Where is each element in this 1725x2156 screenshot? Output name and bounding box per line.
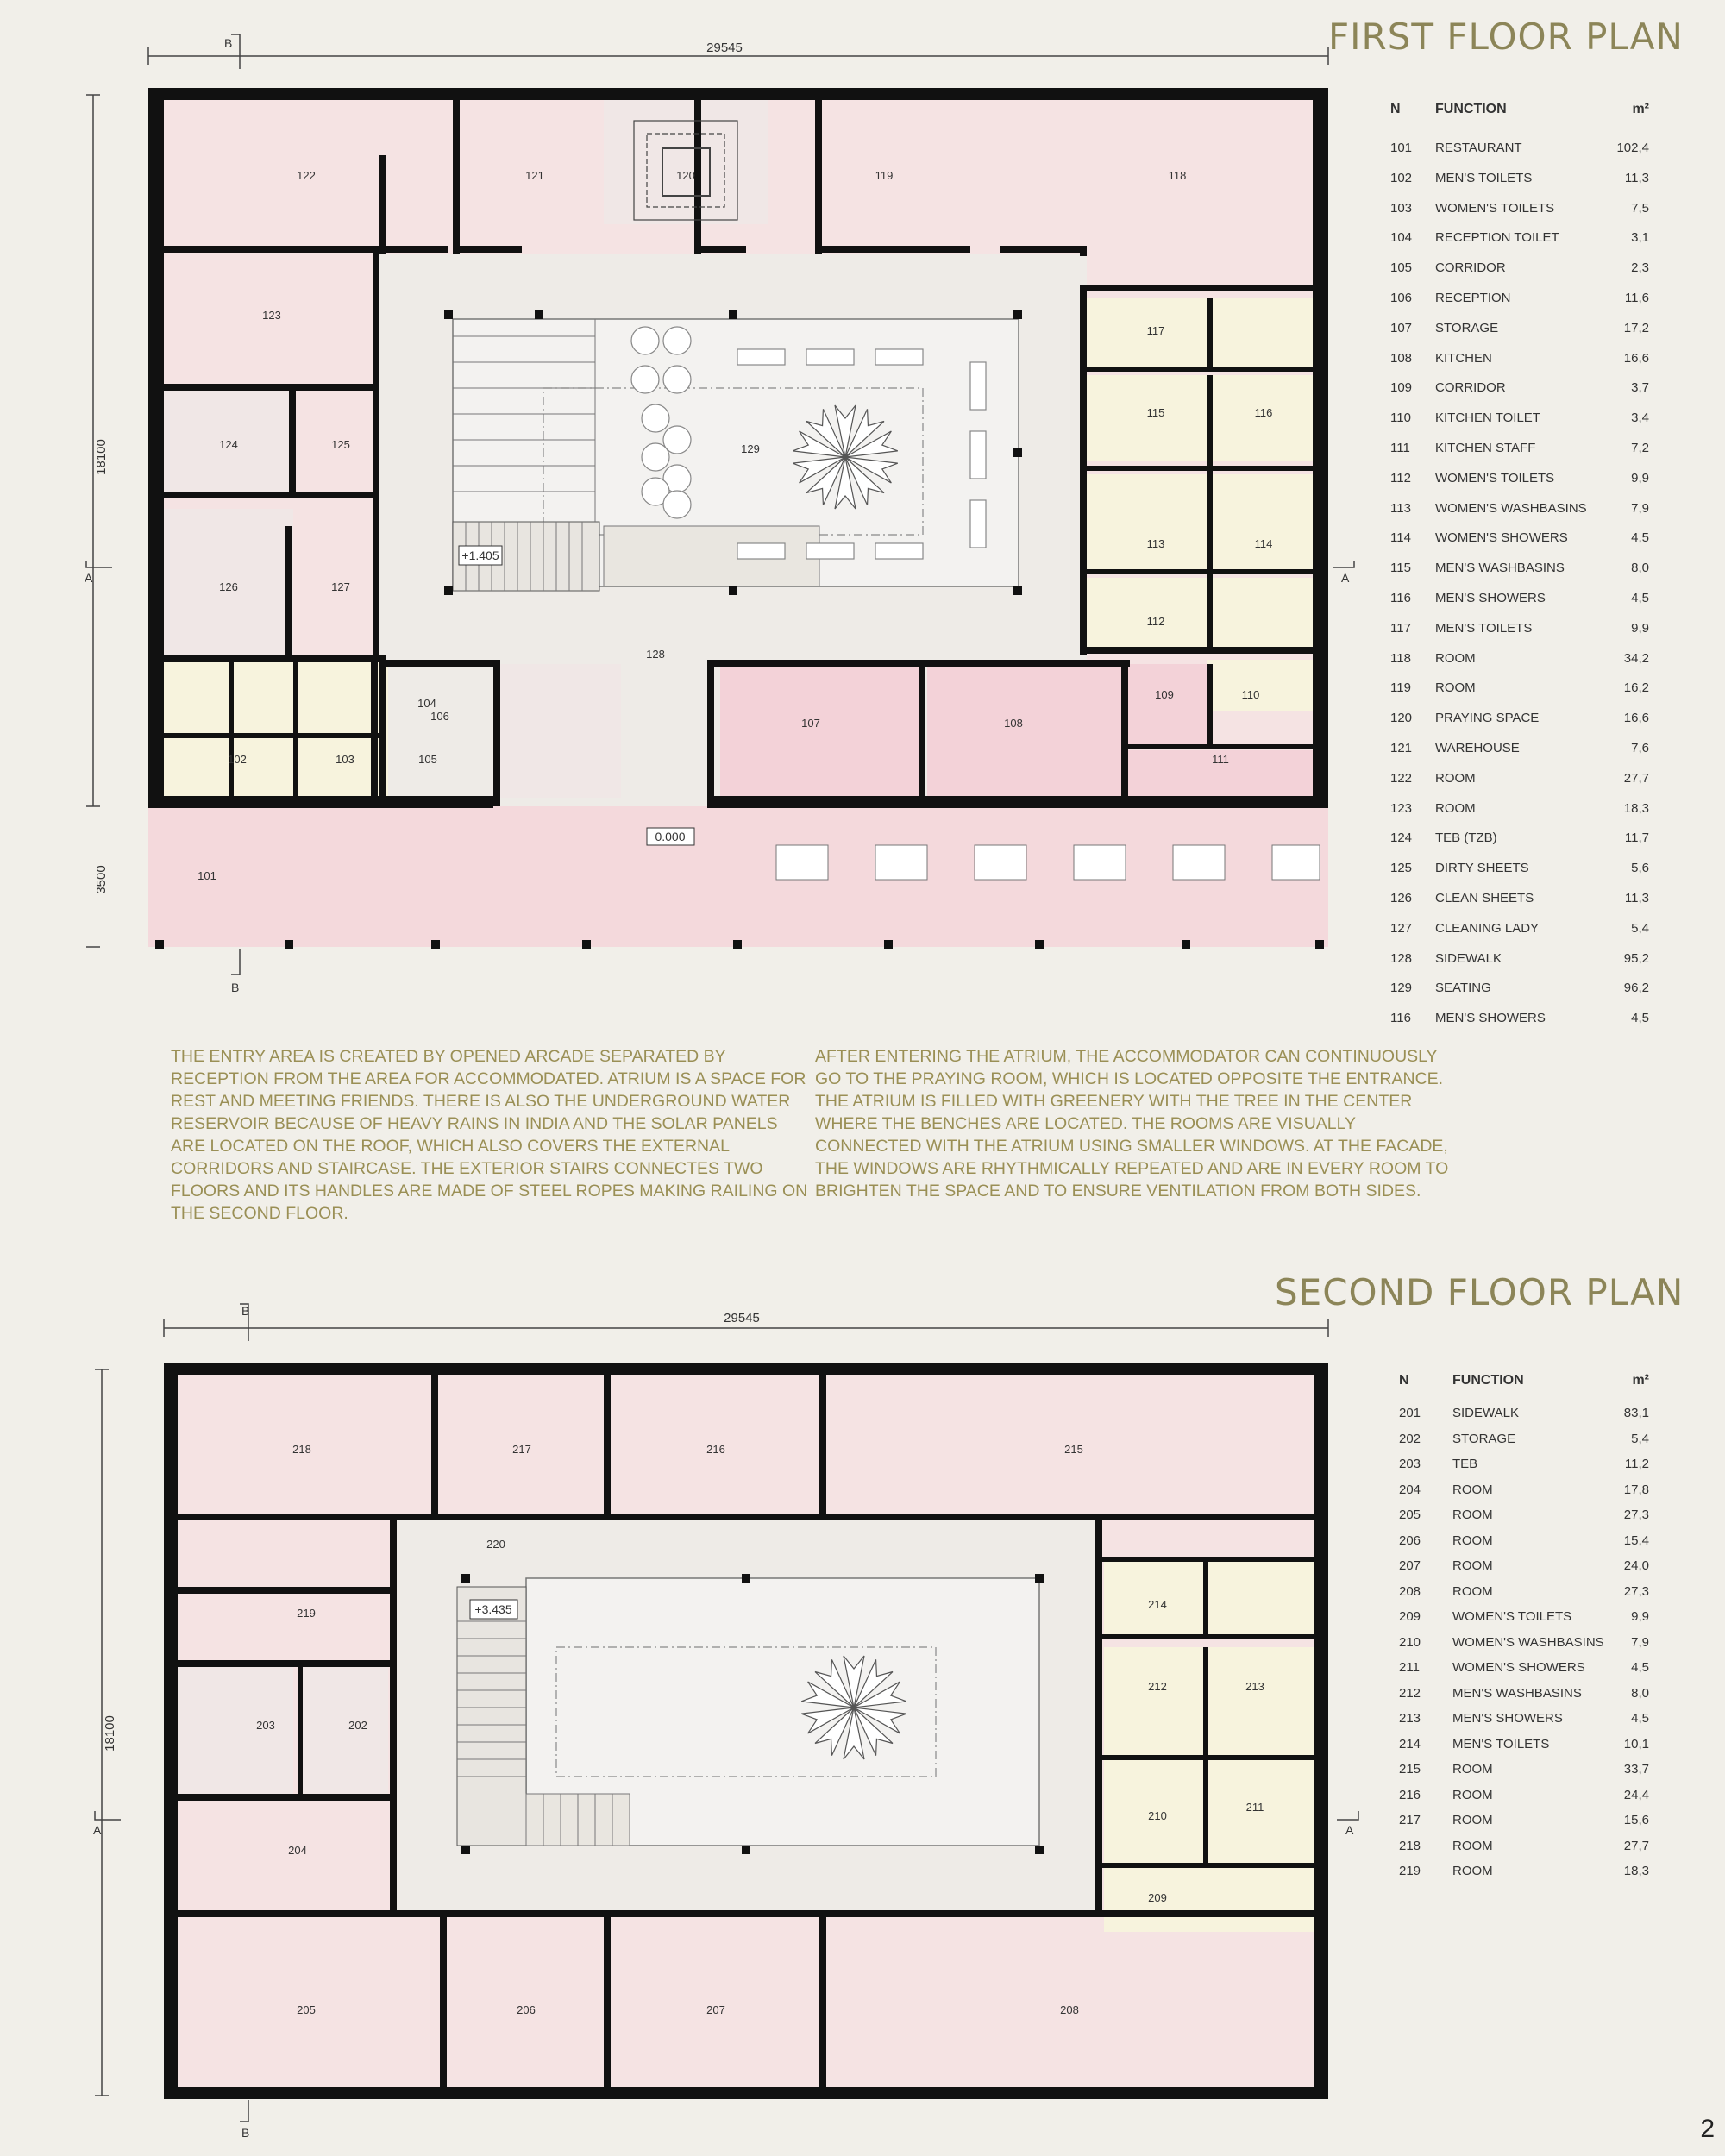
ff-table-row-function: SIDEWALK: [1435, 950, 1502, 966]
ff-table-row-function: STORAGE: [1435, 320, 1499, 335]
ff-room-106: 106: [430, 710, 449, 723]
sf-table-row-number: 211: [1399, 1660, 1420, 1675]
ff-table-row-number: 102: [1390, 170, 1413, 185]
ff-table-row-area: 11,6: [1624, 291, 1649, 305]
ff-table-row-area: 3,1: [1631, 230, 1649, 246]
ff-room-110: 110: [1241, 688, 1260, 701]
ff-table-row-area: 27,7: [1623, 770, 1649, 786]
sf-table-row-area: 18,3: [1623, 1864, 1649, 1878]
ff-table-row-number: 124: [1390, 830, 1413, 846]
sf-table-row-function: STORAGE: [1452, 1431, 1516, 1446]
sf-table-row-function: ROOM: [1452, 1532, 1493, 1548]
sf-room-206: 206: [517, 2003, 536, 2016]
ff-table-row-number: 112: [1390, 470, 1411, 486]
ff-table-row-area: 11,3: [1624, 891, 1649, 906]
ff-room-127: 127: [331, 580, 350, 593]
ff-table-row-area: 95,2: [1623, 950, 1649, 966]
sf-table-row-number: 216: [1399, 1787, 1421, 1802]
sf-table-row-function: TEB: [1452, 1457, 1478, 1471]
sf-table-row-function: ROOM: [1452, 1507, 1493, 1522]
ff-table-row-function: KITCHEN: [1435, 350, 1492, 366]
sf-table-row-area: 27,3: [1623, 1583, 1649, 1599]
ff-room-101: 101: [198, 869, 216, 882]
sf-room-211: 211: [1245, 1801, 1264, 1814]
sf-table-row-number: 204: [1399, 1482, 1421, 1497]
second-floor-room-table: [1399, 1373, 1675, 1890]
sf-room-216: 216: [706, 1443, 725, 1456]
ff-table-row-area: 9,9: [1631, 470, 1649, 486]
sf-dim-width: 29545: [724, 1311, 760, 1326]
ff-table-row-number: 115: [1390, 561, 1411, 576]
ff-table-row-area: 7,5: [1631, 200, 1649, 216]
ff-table-row-function: KITCHEN TOILET: [1435, 411, 1540, 426]
ff-table-row-number: 110: [1390, 411, 1411, 426]
ff-table-row-number: 107: [1390, 320, 1413, 335]
ff-table-row-number: 123: [1390, 800, 1413, 816]
ff-dim-width: 29545: [706, 41, 743, 55]
sf-section-a-left: A: [93, 1823, 102, 1837]
sf-table-row-function: WOMEN'S TOILETS: [1452, 1609, 1572, 1624]
sf-table-row-area: 8,0: [1631, 1685, 1649, 1701]
ff-room-128: 128: [646, 648, 665, 661]
sf-table-row-area: 10,1: [1623, 1736, 1649, 1752]
ff-room-108: 108: [1004, 717, 1023, 730]
ff-table-row-area: 16,6: [1623, 350, 1649, 366]
ff-table-row-function: WOMEN'S WASHBASINS: [1435, 500, 1587, 516]
ff-table-row-function: WOMEN'S TOILETS: [1435, 470, 1555, 486]
arcade-area: [148, 806, 1328, 947]
ff-table-row-area: 4,5: [1631, 530, 1649, 546]
ff-table-row-function: RECEPTION TOILET: [1435, 230, 1559, 246]
sf-table-row-area: 5,4: [1631, 1431, 1649, 1446]
sf-table-row-area: 27,3: [1623, 1507, 1649, 1522]
ff-table-row-number: 109: [1390, 380, 1413, 396]
sf-table-row-number: 213: [1399, 1711, 1421, 1726]
ff-room-107: 107: [801, 717, 820, 730]
ff-table-row-function: WOMEN'S SHOWERS: [1435, 530, 1568, 546]
ff-table-header-n: N: [1390, 102, 1401, 116]
ff-table-header-area: m²: [1632, 102, 1649, 116]
ff-level-stair: +1.405: [461, 548, 499, 562]
sf-table-row-function: SIDEWALK: [1452, 1406, 1519, 1420]
ff-table-row-function: SEATING: [1435, 981, 1491, 996]
ff-table-row-area: 5,6: [1631, 861, 1649, 876]
sf-room-209: 209: [1148, 1891, 1167, 1904]
ff-room-123: 123: [262, 309, 281, 322]
ff-room-116: 116: [1254, 406, 1273, 419]
ff-table-row-function: ROOM: [1435, 800, 1476, 816]
sf-section-a-right: A: [1346, 1823, 1354, 1837]
ff-table-row-function: ROOM: [1435, 770, 1476, 786]
sf-table-row-function: MEN'S WASHBASINS: [1452, 1685, 1582, 1701]
sf-table-row-function: MEN'S TOILETS: [1452, 1736, 1550, 1752]
ff-table-row-function: MEN'S SHOWERS: [1435, 591, 1546, 605]
ff-table-row-function: MEN'S WASHBASINS: [1435, 561, 1565, 576]
ff-room-126: 126: [219, 580, 238, 593]
sf-table-row-area: 24,4: [1623, 1787, 1649, 1802]
ff-room-105: 105: [418, 753, 437, 766]
first-floor-title: FIRST FLOOR PLAN: [1328, 16, 1684, 58]
description-left: THE ENTRY AREA IS CREATED BY OPENED ARCADE SEPARATED BY RECEPTION FROM THE AREA FOR ACCOMMODATED. ATRIUM IS A SPACE FOR REST AND MEETING FRIENDS. THERE IS ALSO THE UNDERGROUND WATER RESERVOIR BECAUSE OF HEAVY RAINS IN INDIA AND THE SOLAR PANELS ARE LOCATED ON THE ROOF, WHICH ALSO COVERS THE EXTERNAL CORRIDORS AND STAIRCASE. THE EXTERIOR STAIRS CONNECTES TWO FLOORS AND ITS HANDLES ARE MADE OF STEEL ROPES MAKING RAILING ON THE SECOND FLOOR.: [171, 1047, 808, 1223]
ff-table-row-area: 5,4: [1631, 920, 1649, 936]
page-number: 2: [1700, 2115, 1715, 2143]
ff-table-row-function: ROOM: [1435, 680, 1476, 696]
ff-table-row-number: 118: [1390, 650, 1411, 666]
sf-table-row-number: 209: [1399, 1609, 1421, 1624]
ff-table-row-function: RESTAURANT: [1435, 141, 1522, 155]
sf-room-208: 208: [1060, 2003, 1079, 2016]
first-floor-room-table: [1390, 102, 1675, 1025]
ff-table-row-number: 122: [1390, 770, 1413, 786]
sf-table-row-function: WOMEN'S WASHBASINS: [1452, 1634, 1604, 1650]
sf-table-row-function: MEN'S SHOWERS: [1452, 1711, 1563, 1726]
second-floor-title: SECOND FLOOR PLAN: [1275, 1271, 1684, 1313]
ff-table-row-number: 116: [1390, 591, 1411, 605]
sf-table-row-number: 202: [1399, 1431, 1421, 1446]
sf-table-row-number: 214: [1399, 1736, 1421, 1752]
sf-room-204: 204: [288, 1844, 307, 1857]
ff-table-row-area: 18,3: [1623, 800, 1649, 816]
ff-table-row-number: 125: [1390, 861, 1413, 876]
ff-room-117: 117: [1146, 324, 1165, 337]
ff-room-118: 118: [1168, 169, 1187, 182]
sf-level-stair: +3.435: [474, 1602, 512, 1616]
ff-room-112: 112: [1146, 615, 1165, 628]
sf-table-row-function: WOMEN'S SHOWERS: [1452, 1660, 1585, 1675]
ff-room-124: 124: [219, 438, 238, 451]
sf-room-215: 215: [1064, 1443, 1083, 1456]
sf-table-row-function: ROOM: [1452, 1558, 1493, 1573]
sf-table-row-area: 9,9: [1631, 1609, 1649, 1624]
sf-table-row-function: ROOM: [1452, 1583, 1493, 1599]
ff-table-row-area: 102,4: [1616, 141, 1649, 155]
ff-section-b-bottom: B: [231, 981, 240, 994]
sf-table-header-function: FUNCTION: [1452, 1373, 1524, 1388]
sf-table-row-function: ROOM: [1452, 1762, 1493, 1777]
ff-table-row-number: 129: [1390, 981, 1413, 996]
sf-table-row-area: 11,2: [1624, 1457, 1649, 1471]
ff-table-row-function: WAREHOUSE: [1435, 741, 1520, 755]
sf-room-207: 207: [706, 2003, 725, 2016]
ff-table-row-number: 120: [1390, 711, 1413, 726]
sf-table-row-area: 17,8: [1623, 1482, 1649, 1497]
sf-table-row-area: 24,0: [1623, 1558, 1649, 1573]
ff-section-a-left: A: [85, 571, 93, 585]
sf-table-row-number: 215: [1399, 1762, 1421, 1777]
ff-table-row-function: MEN'S TOILETS: [1435, 170, 1533, 185]
sf-table-row-number: 203: [1399, 1457, 1421, 1471]
ff-table-row-number: 104: [1390, 230, 1413, 246]
ff-room-121: 121: [525, 169, 544, 182]
ff-table-row-function: CLEANING LADY: [1435, 920, 1540, 936]
ff-table-row-number: 117: [1390, 620, 1411, 636]
ff-table-row-area: 2,3: [1631, 260, 1649, 276]
ff-table-row-number: 106: [1390, 291, 1413, 305]
ff-table-header-function: FUNCTION: [1435, 102, 1507, 116]
sf-section-b-top: B: [242, 1304, 250, 1318]
ff-table-row-function: RECEPTION: [1435, 291, 1511, 305]
ff-table-row-number: 108: [1390, 350, 1413, 366]
ff-room-111: 111: [1212, 753, 1229, 766]
ff-table-row-function: CORRIDOR: [1435, 380, 1506, 396]
ff-table-row-function: PRAYING SPACE: [1435, 711, 1540, 726]
sf-section-b-bottom: B: [242, 2126, 250, 2140]
ff-table-row-area: 7,6: [1631, 741, 1649, 755]
sf-table-row-number: 219: [1399, 1864, 1421, 1878]
sf-table-row-function: ROOM: [1452, 1838, 1493, 1853]
ff-table-row-area: 9,9: [1631, 620, 1649, 636]
sf-table-row-area: 27,7: [1623, 1838, 1649, 1853]
sf-table-row-number: 207: [1399, 1558, 1421, 1573]
ff-table-row-function: CORRIDOR: [1435, 260, 1506, 276]
ff-table-row-number: 121: [1390, 741, 1413, 755]
ff-table-row-area: 3,4: [1631, 411, 1649, 426]
ff-table-row-number: 128: [1390, 950, 1413, 966]
sf-room-202: 202: [348, 1719, 367, 1732]
ff-room-119: 119: [875, 169, 894, 182]
ff-table-row-area: 11,7: [1624, 830, 1649, 846]
ff-table-row-area: 3,7: [1631, 380, 1649, 396]
ff-table-row-function: ROOM: [1435, 650, 1476, 666]
stair-second: [457, 1587, 526, 1846]
ff-room-129: 129: [741, 442, 760, 455]
ff-table-row-number: 114: [1390, 530, 1411, 546]
sf-table-row-area: 15,6: [1623, 1813, 1649, 1827]
sf-table-row-number: 217: [1399, 1813, 1421, 1827]
sf-room-220: 220: [486, 1538, 505, 1551]
sf-room-212: 212: [1148, 1680, 1167, 1693]
ff-table-row-area: 7,2: [1631, 441, 1649, 455]
ff-level-ground: 0.000: [655, 830, 686, 843]
ff-table-row-area: 17,2: [1623, 320, 1649, 335]
ff-room-104: 104: [417, 697, 436, 710]
ff-table-row-area: 4,5: [1631, 1011, 1649, 1026]
sf-room-214: 214: [1148, 1598, 1167, 1611]
ff-table-row-area: 7,9: [1631, 500, 1649, 516]
sf-table-row-number: 205: [1399, 1507, 1421, 1522]
sf-table-row-area: 83,1: [1623, 1406, 1649, 1420]
ff-table-row-number: 113: [1390, 500, 1411, 516]
ff-table-row-function: TEB (TZB): [1435, 830, 1497, 846]
ff-section-a-right: A: [1341, 571, 1350, 585]
sf-table-row-number: 201: [1399, 1406, 1421, 1420]
first-floor-plan: [86, 26, 1432, 1026]
sf-room-219: 219: [297, 1607, 316, 1620]
sf-table-row-area: 15,4: [1623, 1532, 1649, 1548]
ff-room-125: 125: [331, 438, 350, 451]
ff-dim-depth: 18100: [94, 439, 109, 475]
sf-table-row-area: 4,5: [1631, 1660, 1649, 1675]
ff-table-row-area: 34,2: [1623, 650, 1649, 666]
sf-table-row-function: ROOM: [1452, 1787, 1493, 1802]
sf-table-row-number: 206: [1399, 1532, 1421, 1548]
ff-table-row-number: 103: [1390, 200, 1413, 216]
ff-room-122: 122: [297, 169, 316, 182]
sf-table-row-number: 208: [1399, 1583, 1421, 1599]
ff-room-114: 114: [1254, 537, 1273, 550]
sf-table-row-area: 7,9: [1631, 1634, 1649, 1650]
sf-table-header-n: N: [1399, 1373, 1409, 1388]
ff-room-102: 102: [228, 753, 247, 766]
sf-room-213: 213: [1245, 1680, 1264, 1693]
ff-table-row-area: 16,2: [1623, 680, 1649, 696]
ff-table-row-function: KITCHEN STAFF: [1435, 441, 1536, 455]
sf-table-row-function: ROOM: [1452, 1864, 1493, 1878]
sf-table-row-number: 210: [1399, 1634, 1421, 1650]
sf-dim-depth: 18100: [103, 1715, 117, 1752]
sf-table-row-function: ROOM: [1452, 1482, 1493, 1497]
ff-table-row-function: MEN'S TOILETS: [1435, 620, 1533, 636]
ff-section-b-top: B: [224, 36, 233, 50]
sf-table-row-number: 218: [1399, 1838, 1421, 1853]
sf-room-205: 205: [297, 2003, 316, 2016]
sf-room-210: 210: [1148, 1809, 1167, 1822]
ff-table-row-area: 96,2: [1623, 981, 1649, 996]
sf-room-217: 217: [512, 1443, 531, 1456]
ff-table-row-function: MEN'S SHOWERS: [1435, 1011, 1546, 1026]
sf-table-row-area: 33,7: [1623, 1762, 1649, 1777]
sf-room-218: 218: [292, 1443, 311, 1456]
sf-table-header-area: m²: [1632, 1373, 1649, 1388]
ff-table-row-number: 116: [1390, 1011, 1411, 1026]
ff-room-109: 109: [1155, 688, 1174, 701]
sf-table-row-number: 212: [1399, 1685, 1421, 1701]
ff-table-row-number: 119: [1390, 680, 1411, 696]
sf-table-row-area: 4,5: [1631, 1711, 1649, 1726]
second-floor-plan: [95, 1294, 1440, 2139]
sf-room-203: 203: [256, 1719, 275, 1732]
description-right: AFTER ENTERING THE ATRIUM, THE ACCOMMODATOR CAN CONTINUOUSLY GO TO THE PRAYING ROOM, WHICH IS LOCATED OPPOSITE THE ENTRANCE. THE ATRIUM IS FILLED WITH GREENERY WITH THE TREE IN THE CENTER WHERE THE BENCHES ARE LOCATED. THE ROOMS ARE VISUALLY CONNECTED WITH THE ATRIUM USING SMALLER WINDOWS. AT THE FACADE, THE WINDOWS ARE RHYTHMICALLY REPEATED AND ARE IN EVERY ROOM TO BRIGHTEN THE SPACE AND TO ENSURE VENTILATION FROM BOTH SIDES.: [815, 1047, 1449, 1200]
ff-table-row-area: 8,0: [1631, 561, 1649, 576]
ff-table-row-area: 4,5: [1631, 591, 1649, 605]
ff-table-row-number: 126: [1390, 891, 1413, 906]
ff-room-115: 115: [1146, 406, 1165, 419]
ff-room-103: 103: [336, 753, 354, 766]
ff-table-row-area: 11,3: [1624, 170, 1649, 185]
ff-table-row-number: 127: [1390, 920, 1413, 936]
ff-room-120: 120: [676, 169, 695, 182]
ff-table-row-number: 101: [1390, 141, 1413, 155]
sf-table-row-function: ROOM: [1452, 1813, 1493, 1827]
ff-table-row-function: WOMEN'S TOILETS: [1435, 200, 1555, 216]
ff-table-row-area: 16,6: [1623, 711, 1649, 726]
ff-dim-arcade: 3500: [94, 865, 109, 894]
ff-table-row-function: DIRTY SHEETS: [1435, 861, 1529, 876]
ff-table-row-number: 105: [1390, 260, 1413, 276]
ff-table-row-function: CLEAN SHEETS: [1435, 891, 1534, 906]
ff-room-113: 113: [1146, 537, 1165, 550]
ff-table-row-number: 111: [1390, 441, 1410, 455]
